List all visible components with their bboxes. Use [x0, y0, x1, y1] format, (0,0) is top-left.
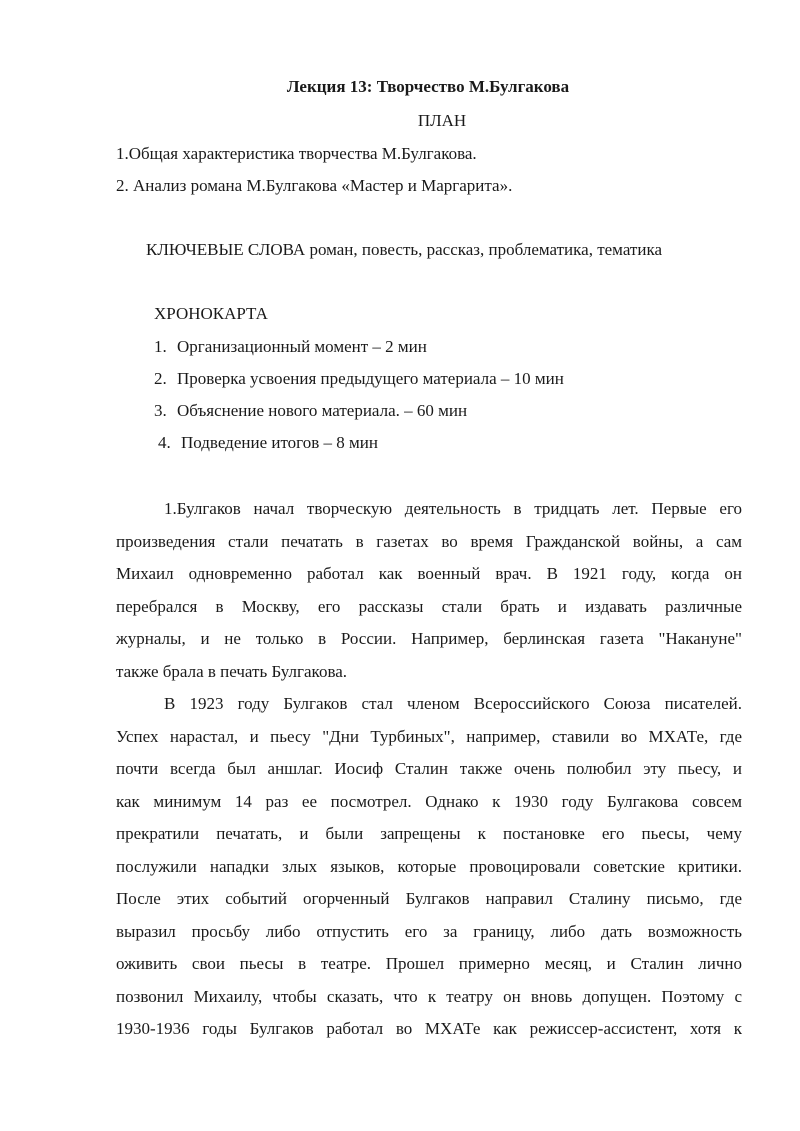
chronocard-item — [154, 400, 564, 432]
chronocard-item — [154, 432, 564, 464]
text-line: произведения стали печатать в газетах во время Гражданской войны, а сам — [116, 531, 742, 551]
text-line: 1930-1936 годы Булгаков работал во МХАТе как режиссер-ассистент, хотя к — [116, 1019, 742, 1038]
chronocard-list — [154, 336, 564, 464]
chronocard-item-number: 1. — [154, 337, 167, 356]
chronocard-item-text: Объяснение нового материала. – 60 мин — [177, 401, 468, 420]
text-line: выразил просьбу либо отпустить его за границу, либо дать возможность — [116, 921, 742, 941]
text-line: После этих событий огорченный Булгаков направил Сталину письмо, где — [116, 889, 742, 908]
text-line: В 1923 году Булгаков стал членом Всероссийского Союза писателей. — [164, 694, 742, 713]
plan-list — [116, 143, 512, 207]
text-line: 1.Булгаков начал творческую деятельность в тридцать лет. Первые его — [164, 499, 742, 518]
plan-item: 2. Анализ романа М.Булгакова «Мастер и Маргарита». — [116, 176, 513, 195]
chronocard-item-number: 4. — [158, 433, 171, 452]
chronocard-item-text: Проверка усвоения предыдущего материала – 10 мин — [177, 369, 564, 388]
text-line: Успех нарастал, и пьесу "Дни Турбиных", например, ставили во МХАТе, где — [116, 726, 742, 746]
body-text — [116, 498, 742, 1051]
text-line: также брала в печать Булгакова. — [116, 661, 348, 681]
chronocard-item — [154, 336, 564, 368]
plan-heading: ПЛАН — [417, 111, 467, 130]
chronocard-heading: ХРОНОКАРТА — [154, 304, 268, 323]
text-line: журналы, и не только в России. Например, берлинская газета "Накануне" — [116, 629, 742, 648]
text-line: перебрался в Москву, его рассказы стали брать и издавать различные — [116, 596, 742, 616]
text-line: как минимум 14 раз ее посмотрел. Однако к 1930 году Булгакова совсем — [116, 791, 742, 811]
paragraph-2 — [116, 693, 742, 1051]
text-line: послужили нападки злых языков, которые провоцировали советские критики. — [116, 856, 742, 876]
chronocard-item-number: 3. — [154, 401, 167, 420]
text-line: позвонил Михаилу, чтобы сказать, что к театру он вновь допущен. Поэтому с — [116, 986, 742, 1006]
chronocard-item — [154, 368, 564, 400]
chronocard-item-text: Организационный момент – 2 мин — [177, 337, 427, 356]
chronocard-item-number: 2. — [154, 369, 167, 388]
keywords-line: КЛЮЧЕВЫЕ СЛОВА роман, повесть, рассказ, проблематика, тематика — [146, 240, 662, 259]
paragraph-1 — [116, 498, 742, 693]
text-line: прекратили печатать, и были запрещены к постановке его пьесы, чему — [116, 824, 742, 843]
text-line: оживить свои пьесы в театре. Прошел примерно месяц, и Сталин лично — [116, 954, 742, 973]
chronocard-item-text: Подведение итогов – 8 мин — [181, 433, 378, 452]
text-line: Михаил одновременно работал как военный врач. В 1921 году, когда он — [116, 564, 742, 583]
plan-item: 1.Общая характеристика творчества М.Булгакова. — [116, 144, 477, 163]
lecture-title: Лекция 13: Творчество М.Булгакова — [286, 77, 570, 96]
text-line: почти всегда был аншлаг. Иосиф Сталин также очень полюбил эту пьесу, и — [116, 759, 742, 778]
